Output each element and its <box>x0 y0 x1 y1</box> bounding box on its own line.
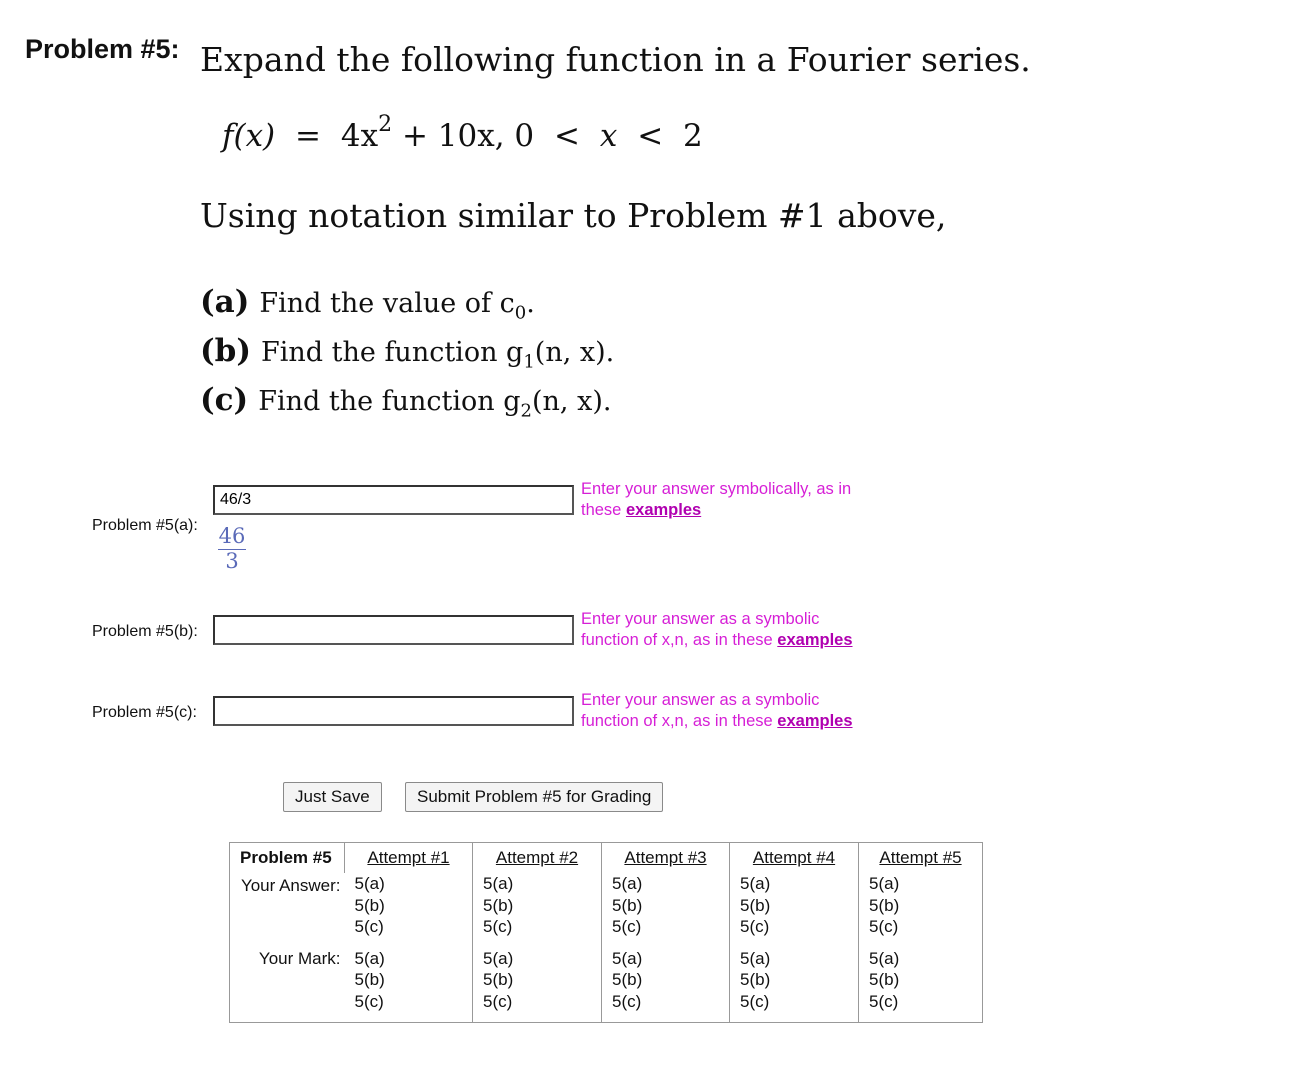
attempt-5-mark-c: 5(c) <box>869 991 899 1011</box>
answer-c-hint <box>581 690 853 732</box>
attempt-5-answers <box>869 873 982 938</box>
answer-c-hint-line2: function of x,n, as in these <box>581 712 773 730</box>
part-c-text: Find the function g <box>258 386 521 417</box>
part-c-sub: 2 <box>520 400 532 422</box>
answer-a-input[interactable] <box>213 485 574 515</box>
part-a-text: Find the value of c <box>259 288 515 319</box>
attempt-3-answer-c: 5(c) <box>612 917 642 936</box>
your-mark-label: Your Mark: <box>258 949 341 968</box>
attempt-4-answers <box>740 873 858 938</box>
attempt-3-cell <box>602 873 730 1023</box>
answer-a-label: Problem #5(a): <box>92 517 198 534</box>
attempt-1-mark-c: 5(c) <box>354 991 384 1011</box>
formula-domain-left: 0 <box>514 118 535 154</box>
part-b <box>200 333 614 372</box>
attempt-4-cell <box>730 873 859 1023</box>
attempt-2-link[interactable]: Attempt #2 <box>495 848 579 867</box>
attempts-body-row <box>230 873 983 1023</box>
attempt-3-mark-b: 5(b) <box>612 970 643 989</box>
attempt-2-cell <box>473 873 602 1023</box>
attempt-2-answer-c: 5(c) <box>483 917 513 936</box>
answer-a-hint <box>581 479 851 521</box>
attempt-5-mark-a: 5(a) <box>869 948 900 968</box>
attempt-2-answers <box>483 873 601 938</box>
attempt-4-mark-c: 5(c) <box>740 991 770 1011</box>
attempts-corner: Problem #5 <box>240 848 332 867</box>
answer-a-preview <box>218 525 246 573</box>
formula-term1: 4x <box>340 118 379 154</box>
attempt-1-answer-c: 5(c) <box>354 917 384 936</box>
part-a <box>200 284 535 323</box>
attempt-2-mark-b: 5(b) <box>483 970 514 989</box>
attempt-2-mark-a: 5(a) <box>483 948 514 968</box>
submit-grading-button[interactable]: Submit Problem #5 for Grading <box>405 782 663 812</box>
attempt-5-mark-b: 5(b) <box>869 970 900 989</box>
answer-a-preview-numerator: 46 <box>218 524 246 548</box>
part-b-tail: (n, x). <box>534 337 615 368</box>
answer-a-hint-line2: these <box>581 501 622 519</box>
attempt-1-header[interactable] <box>345 843 473 874</box>
attempt-5-marks <box>869 948 982 1013</box>
formula-lt-2: < <box>637 118 664 154</box>
formula-lt-1: < <box>554 118 580 154</box>
attempt-2-marks <box>483 948 601 1013</box>
problem-statement: Expand the following function in a Fourier series. <box>200 40 1031 79</box>
part-b-letter: (b) <box>200 333 252 369</box>
answer-a-examples-link[interactable]: examples <box>625 501 702 519</box>
part-c <box>200 382 611 421</box>
attempt-4-link[interactable]: Attempt #4 <box>752 848 836 867</box>
attempt-4-header[interactable] <box>730 843 859 874</box>
answer-c-label: Problem #5(c): <box>92 704 197 721</box>
answer-b-hint-line1: Enter your answer as a symbolic <box>581 610 820 628</box>
attempt-2-header[interactable] <box>473 843 602 874</box>
attempt-3-answer-b: 5(b) <box>612 895 643 915</box>
attempt-1-answers <box>355 873 473 938</box>
part-a-letter: (a) <box>200 284 250 320</box>
part-b-sub: 1 <box>523 351 535 373</box>
answer-a-preview-denominator: 3 <box>225 549 239 573</box>
formula-domain-right: 2 <box>683 118 703 154</box>
attempt-4-answer-c: 5(c) <box>740 917 770 936</box>
attempt-3-link[interactable]: Attempt #3 <box>624 848 707 867</box>
just-save-button[interactable]: Just Save <box>283 782 382 812</box>
formula-term2: + 10x, <box>401 118 505 154</box>
part-c-letter: (c) <box>200 382 249 418</box>
attempt-1-link[interactable]: Attempt #1 <box>367 848 450 867</box>
part-a-tail: . <box>526 288 535 319</box>
attempt-5-cell <box>859 873 983 1023</box>
answer-b-input[interactable] <box>213 615 574 645</box>
part-c-tail: (n, x). <box>532 386 612 417</box>
your-answer-label: Your Answer: <box>240 876 341 895</box>
attempt-2-answer-a: 5(a) <box>483 874 514 893</box>
attempt-3-mark-a: 5(a) <box>612 948 643 968</box>
attempt-4-mark-b: 5(b) <box>740 970 771 989</box>
attempt-5-answer-a: 5(a) <box>869 874 900 893</box>
attempt-3-mark-c: 5(c) <box>612 991 642 1011</box>
attempt-2-answer-b: 5(b) <box>483 895 514 915</box>
answer-b-label: Problem #5(b): <box>92 623 198 640</box>
attempt-1-answer-b: 5(b) <box>354 895 385 915</box>
part-b-text: Find the function g <box>261 337 524 368</box>
attempt-4-mark-a: 5(a) <box>740 948 771 968</box>
formula-equals: = <box>295 118 321 154</box>
attempt-4-marks <box>740 948 858 1013</box>
answer-c-hint-line1: Enter your answer as a symbolic <box>581 691 820 709</box>
attempts-table <box>229 842 983 1023</box>
attempt-5-link[interactable]: Attempt #5 <box>879 848 962 867</box>
answer-b-hint <box>581 609 853 651</box>
attempt-5-answer-c: 5(c) <box>869 917 899 936</box>
answer-c-examples-link[interactable]: examples <box>777 712 853 730</box>
attempt-3-answer-a: 5(a) <box>612 874 643 893</box>
attempt-3-header[interactable] <box>602 843 730 874</box>
formula-var: x <box>599 118 618 154</box>
formula-lhs: f(x) <box>222 118 276 154</box>
attempt-1-mark-a: 5(a) <box>354 948 385 968</box>
answer-b-hint-line2: function of x,n, as in these <box>581 631 773 649</box>
function-formula <box>222 112 703 154</box>
part-a-sub: 0 <box>514 302 527 324</box>
answer-b-examples-link[interactable]: examples <box>777 631 853 649</box>
attempt-1-cell <box>345 873 473 1023</box>
attempt-1-mark-b: 5(b) <box>354 970 385 989</box>
attempt-5-header[interactable] <box>859 843 983 874</box>
attempt-4-answer-b: 5(b) <box>740 895 771 915</box>
answer-a-hint-line1: Enter your answer symbolically, as in <box>581 480 852 498</box>
answer-c-input[interactable] <box>213 696 574 726</box>
attempt-1-marks <box>355 948 473 1013</box>
formula-exponent: 2 <box>378 112 393 137</box>
attempt-1-answer-a: 5(a) <box>354 874 385 893</box>
notation-text: Using notation similar to Problem #1 above, <box>200 196 947 235</box>
problem-heading: Problem #5: <box>25 34 180 64</box>
attempts-header-row <box>230 843 983 874</box>
attempts-row-labels <box>230 873 345 1023</box>
attempt-5-answer-b: 5(b) <box>869 895 900 915</box>
attempt-3-answers <box>612 873 729 938</box>
attempt-2-mark-c: 5(c) <box>483 991 513 1011</box>
attempt-3-marks <box>612 948 729 1013</box>
attempt-4-answer-a: 5(a) <box>740 874 771 893</box>
